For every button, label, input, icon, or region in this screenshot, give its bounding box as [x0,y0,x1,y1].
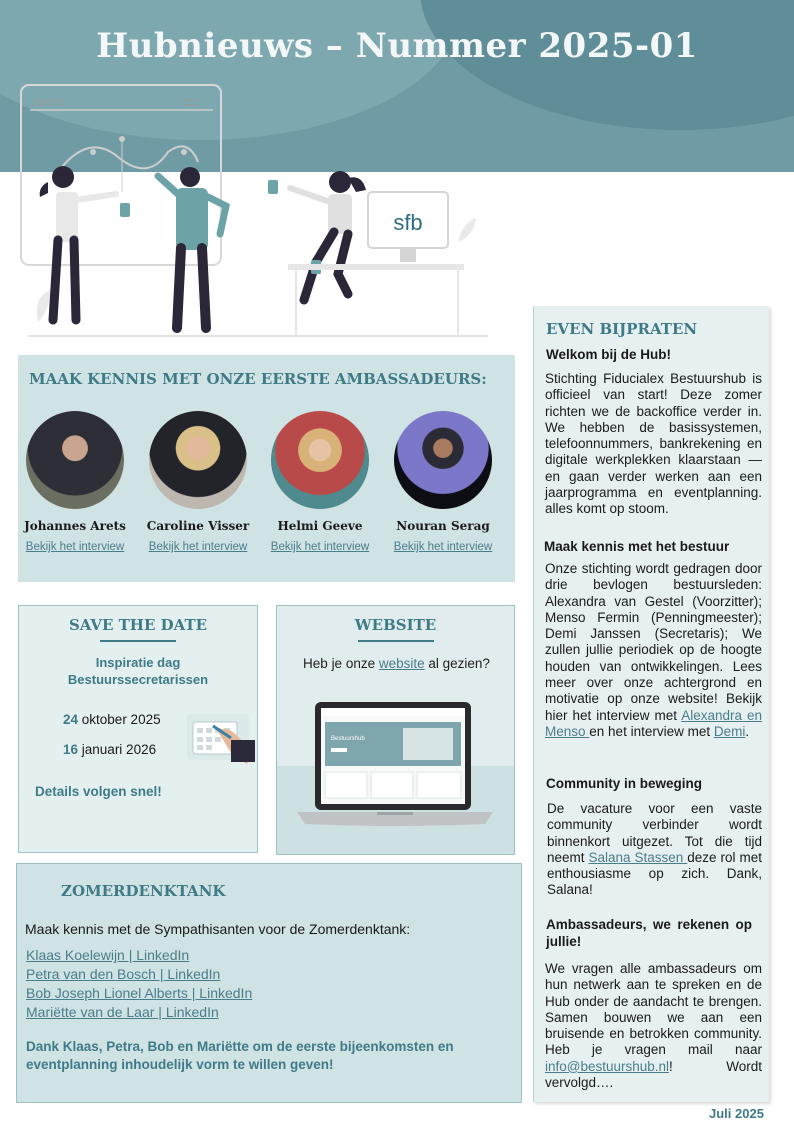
website-title: WEBSITE [354,616,437,634]
ambassadors-body: We vragen alle ambassadeurs om hun netwerk aan te spreken en de Hub onder de aandacht te brengen. Samen bouwen we aan een bruisende en betrokken community. Heb je vragen mail naar [545,961,762,1058]
laptop-icon [295,700,495,830]
date-rest: oktober 2025 [78,712,161,727]
ambassador-card [260,411,380,553]
ambassador-name: Caroline Visser [146,519,250,533]
team-illustration [18,82,498,342]
linkedin-link[interactable]: Petra van den Bosch | LinkedIn [26,966,221,982]
linkedin-link[interactable]: Bob Joseph Lionel Alberts | LinkedIn [26,985,253,1001]
section-heading: Welkom bij de Hub! [546,347,672,362]
zomerdenktank-intro: Maak kennis met de Sympathisanten voor de Zomerdenktank: [25,921,411,937]
linkedin-link[interactable]: Klaas Koelewijn | LinkedIn [26,947,190,963]
board-body: . [745,723,750,739]
email-link[interactable]: info@bestuurshub.nl [545,1058,670,1074]
sidebar-title: EVEN BIJPRATEN [546,320,698,338]
interview-link[interactable]: Bekijk het interview [393,541,493,553]
ambassadors-section [18,355,515,582]
board-body: Onze stichting wordt gedragen door drie bevlogen bestuursleden: Alexandra van Gestel (Voorzitter); Menso Fermin (Penningmeester); Demi Janssen (Secretaris); We zullen jullie periodiek op de hoogte houden van ontwikkelingen. Lees meer over onze achtergrond en motivatie op onze website! Bekijk hier het interview met [545,561,762,723]
welcome-text: Stichting Fiducialex Bestuurshub is officieel van start! Deze zomer richten we de backoffice verder in. We hebben de basissystemen, telefoonnummers, bankrekening en digitale werkplekken klaarstaan — en gaan verder werken aan een jaarprogramma en eventplanning. alles komt op stoom. [545,371,762,517]
ambassador-name: Nouran Serag [396,519,490,533]
question-text: al gezien? [424,656,490,671]
event-date [63,712,161,727]
ambassador-card [383,411,503,553]
interview-link-alexandra-menso[interactable]: Alexandra en Menso [545,707,763,739]
sfb-logo: sfb [393,210,423,235]
calendar-icon [187,714,257,766]
salana-link[interactable]: Salana Stassen [588,849,688,865]
date-day: 24 [63,712,79,727]
date-rest: januari 2026 [78,742,157,757]
ambassadors-title: MAAK KENNIS MET ONZE EERSTE AMBASSADEURS: [29,370,487,388]
website-box [276,605,515,855]
avatar [26,411,124,509]
ambassador-name: Johannes Arets [24,519,126,533]
ambassador-card [138,411,258,553]
title-underline [358,640,434,642]
ambassador-name: Helmi Geeve [277,519,363,533]
event-date [63,742,156,757]
zomerdenktank-title: ZOMERDENKTANK [61,882,226,900]
date-day: 16 [63,742,79,757]
event-name [19,654,257,688]
avatar [149,411,247,509]
page-title: Hubnieuws – Nummer 2025-01 [96,26,698,66]
ambassador-card [15,411,135,553]
avatar [394,411,492,509]
issue-date: Juli 2025 [709,1106,764,1121]
save-the-date-box [18,605,258,853]
screen-title: Bestuurshub [331,736,365,742]
details-note: Details volgen snel! [35,784,162,799]
zomerdenktank-section [16,863,522,1103]
ambassadors-body: ! Wordt vervolgd…. [545,1058,762,1091]
section-heading: Ambassadeurs, we rekenen op jullie! [546,917,752,949]
website-link[interactable]: website [378,656,425,671]
question-text: Heb je onze [303,656,379,671]
title-underline [100,640,176,642]
interview-link[interactable]: Bekijk het interview [270,541,370,553]
avatar [271,411,369,509]
news-sidebar [533,306,769,1102]
event-line: Inspiratie dag [95,654,181,670]
ambassadors-text [545,961,762,1091]
community-text [547,801,762,899]
section-heading: Maak kennis met het bestuur [544,539,730,554]
board-text [545,561,762,740]
thanks-note: Dank Klaas, Petra, Bob en Mariëtte om de eerste bijeenkomsten en eventplanning inhoudelijk vorm te willen geven! [26,1039,454,1072]
community-body: deze rol met enthousiasme op zich. Dank, Salana! [547,849,762,898]
community-body: De vacature voor een vaste community verbinder wordt binnenkort uitgezet. Tot die tijd neemt [547,801,762,865]
website-question [277,656,515,671]
interview-link[interactable]: Bekijk het interview [25,541,125,553]
board-body: en het interview met [589,723,714,739]
save-the-date-title: SAVE THE DATE [68,616,208,634]
event-line: Bestuurssecretarissen [67,671,209,687]
linkedin-list [26,946,252,1022]
interview-link-demi[interactable]: Demi [713,723,746,739]
section-heading: Community in beweging [546,776,703,791]
interview-link[interactable]: Bekijk het interview [148,541,248,553]
linkedin-link[interactable]: Mariëtte van de Laar | LinkedIn [26,1004,219,1020]
